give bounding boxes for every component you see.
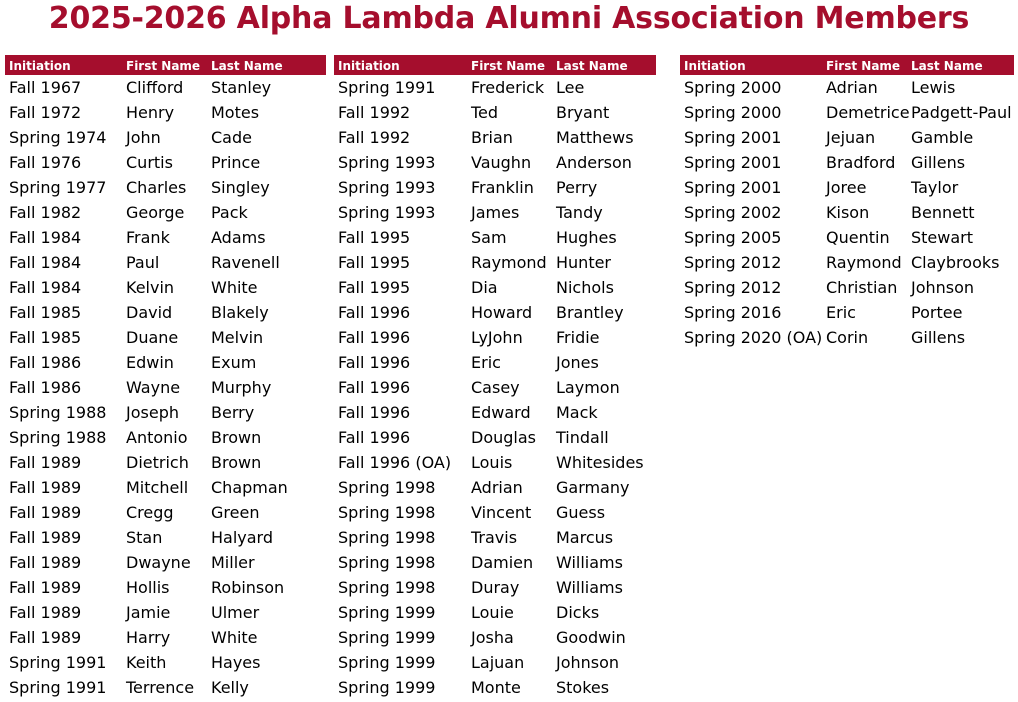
cell-first-name: Franklin — [471, 178, 534, 197]
cell-last-name: Exum — [211, 353, 257, 372]
cell-initiation: Fall 1995 — [338, 253, 411, 272]
cell-last-name: Hughes — [556, 228, 617, 247]
table-row — [334, 100, 656, 125]
table-row — [5, 575, 326, 600]
table-row — [5, 125, 326, 150]
table-row — [5, 375, 326, 400]
table-row — [5, 275, 326, 300]
cell-initiation: Spring 2000 — [684, 78, 782, 97]
cell-last-name: Fridie — [556, 328, 600, 347]
table-row — [334, 175, 656, 200]
table-header — [334, 55, 656, 75]
table-row — [5, 150, 326, 175]
cell-initiation: Spring 1991 — [338, 78, 436, 97]
cell-last-name: Ulmer — [211, 603, 260, 622]
cell-first-name: Frank — [126, 228, 170, 247]
table-row — [680, 300, 1014, 325]
cell-last-name: Green — [211, 503, 260, 522]
header-last-name: Last Name — [911, 59, 983, 73]
cell-initiation: Fall 1984 — [9, 253, 82, 272]
table-row — [680, 275, 1014, 300]
cell-initiation: Spring 1993 — [338, 153, 436, 172]
cell-last-name: White — [211, 628, 258, 647]
table-header — [5, 55, 326, 75]
cell-initiation: Spring 2000 — [684, 103, 782, 122]
cell-last-name: Singley — [211, 178, 270, 197]
cell-last-name: Chapman — [211, 478, 288, 497]
cell-initiation: Spring 1998 — [338, 553, 436, 572]
cell-initiation: Spring 2005 — [684, 228, 782, 247]
header-last-name: Last Name — [211, 59, 283, 73]
cell-first-name: Harry — [126, 628, 171, 647]
header-first-name: First Name — [826, 59, 901, 73]
cell-first-name: Sam — [471, 228, 507, 247]
cell-first-name: Stan — [126, 528, 163, 547]
cell-last-name: Marcus — [556, 528, 614, 547]
table-row — [680, 175, 1014, 200]
table-row — [334, 375, 656, 400]
cell-initiation: Fall 1989 — [9, 453, 82, 472]
table-row — [334, 300, 656, 325]
table-row — [5, 500, 326, 525]
cell-initiation: Fall 1984 — [9, 278, 82, 297]
cell-first-name: Lajuan — [471, 653, 525, 672]
cell-initiation: Fall 1986 — [9, 378, 82, 397]
table-row — [5, 325, 326, 350]
cell-first-name: Antonio — [126, 428, 188, 447]
cell-initiation: Fall 1996 (OA) — [338, 453, 452, 472]
header-last-name: Last Name — [556, 59, 628, 73]
table-row — [680, 250, 1014, 275]
cell-initiation: Spring 2012 — [684, 278, 782, 297]
cell-initiation: Spring 1991 — [9, 653, 107, 672]
header-initiation: Initiation — [9, 59, 71, 73]
cell-initiation: Fall 1984 — [9, 228, 82, 247]
cell-last-name: Robinson — [211, 578, 285, 597]
table-row — [334, 500, 656, 525]
cell-first-name: Brian — [471, 128, 513, 147]
cell-initiation: Fall 1996 — [338, 353, 411, 372]
cell-initiation: Fall 1989 — [9, 503, 82, 522]
cell-first-name: Kison — [826, 203, 870, 222]
table-row — [680, 325, 1014, 350]
cell-last-name: Stokes — [556, 678, 610, 697]
cell-initiation: Fall 1996 — [338, 403, 411, 422]
cell-first-name: Edward — [471, 403, 531, 422]
cell-first-name: Bradford — [826, 153, 896, 172]
cell-initiation: Fall 1996 — [338, 328, 411, 347]
cell-last-name: Bryant — [556, 103, 610, 122]
cell-initiation: Fall 1989 — [9, 528, 82, 547]
cell-last-name: Matthews — [556, 128, 634, 147]
cell-initiation: Spring 1998 — [338, 503, 436, 522]
cell-last-name: Ravenell — [211, 253, 280, 272]
table-row — [680, 150, 1014, 175]
cell-initiation: Spring 2001 — [684, 128, 782, 147]
cell-initiation: Spring 1998 — [338, 528, 436, 547]
cell-last-name: Brown — [211, 428, 262, 447]
cell-first-name: Keith — [126, 653, 167, 672]
table-row — [334, 225, 656, 250]
table-header — [680, 55, 1014, 75]
cell-last-name: Berry — [211, 403, 255, 422]
cell-last-name: Lewis — [911, 78, 956, 97]
table-row — [5, 675, 326, 700]
cell-first-name: Christian — [826, 278, 898, 297]
cell-initiation: Spring 2016 — [684, 303, 782, 322]
table-row — [5, 550, 326, 575]
cell-last-name: Claybrooks — [911, 253, 1000, 272]
cell-last-name: Hunter — [556, 253, 612, 272]
cell-initiation: Fall 1992 — [338, 103, 411, 122]
members-table-2 — [334, 55, 656, 700]
cell-first-name: Travis — [471, 528, 518, 547]
cell-last-name: Kelly — [211, 678, 249, 697]
cell-initiation: Fall 1982 — [9, 203, 82, 222]
cell-first-name: Mitchell — [126, 478, 189, 497]
table-row — [5, 75, 326, 100]
cell-last-name: Brown — [211, 453, 262, 472]
cell-last-name: Gillens — [911, 328, 966, 347]
table-row — [5, 350, 326, 375]
header-initiation: Initiation — [684, 59, 746, 73]
cell-first-name: Demetrice — [826, 103, 910, 122]
table-row — [5, 525, 326, 550]
members-table-3 — [680, 55, 1014, 350]
cell-last-name: Miller — [211, 553, 255, 572]
cell-first-name: Adrian — [471, 478, 523, 497]
table-row — [5, 250, 326, 275]
cell-last-name: Portee — [911, 303, 963, 322]
table-row — [680, 75, 1014, 100]
table-row — [334, 150, 656, 175]
cell-last-name: Johnson — [556, 653, 620, 672]
table-body — [680, 75, 1014, 350]
cell-last-name: Nichols — [556, 278, 614, 297]
cell-first-name: James — [471, 203, 520, 222]
table-row — [334, 125, 656, 150]
table-row — [5, 400, 326, 425]
table-row — [5, 225, 326, 250]
cell-last-name: Motes — [211, 103, 260, 122]
cell-initiation: Fall 1986 — [9, 353, 82, 372]
cell-last-name: Stanley — [211, 78, 272, 97]
table-row — [334, 525, 656, 550]
table-body — [5, 75, 326, 700]
cell-first-name: George — [126, 203, 185, 222]
cell-initiation: Fall 1989 — [9, 603, 82, 622]
cell-first-name: Henry — [126, 103, 175, 122]
cell-first-name: Cregg — [126, 503, 174, 522]
cell-last-name: Pack — [211, 203, 248, 222]
cell-last-name: Mack — [556, 403, 598, 422]
cell-first-name: Eric — [826, 303, 856, 322]
cell-initiation: Spring 1991 — [9, 678, 107, 697]
cell-initiation: Spring 2002 — [684, 203, 782, 222]
table-row — [334, 450, 656, 475]
cell-last-name: Guess — [556, 503, 606, 522]
table-row — [680, 225, 1014, 250]
cell-first-name: Dwayne — [126, 553, 191, 572]
cell-first-name: Louie — [471, 603, 514, 622]
cell-last-name: Cade — [211, 128, 252, 147]
table-row — [5, 175, 326, 200]
table-row — [5, 600, 326, 625]
cell-last-name: Gamble — [911, 128, 974, 147]
cell-initiation: Spring 1993 — [338, 203, 436, 222]
cell-first-name: Quentin — [826, 228, 890, 247]
table-row — [334, 75, 656, 100]
cell-first-name: Casey — [471, 378, 520, 397]
cell-first-name: Paul — [126, 253, 160, 272]
cell-last-name: Laymon — [556, 378, 620, 397]
cell-last-name: Bennett — [911, 203, 975, 222]
cell-initiation: Spring 1999 — [338, 678, 436, 697]
cell-last-name: Brantley — [556, 303, 624, 322]
cell-first-name: Vincent — [471, 503, 532, 522]
cell-initiation: Fall 1995 — [338, 228, 411, 247]
cell-last-name: Hayes — [211, 653, 261, 672]
table-row — [334, 550, 656, 575]
cell-last-name: Goodwin — [556, 628, 626, 647]
cell-initiation: Spring 1998 — [338, 478, 436, 497]
cell-initiation: Fall 1967 — [9, 78, 82, 97]
cell-last-name: Gillens — [911, 153, 966, 172]
table-row — [334, 425, 656, 450]
cell-initiation: Spring 2001 — [684, 153, 782, 172]
cell-last-name: Tindall — [556, 428, 609, 447]
cell-first-name: Ted — [471, 103, 499, 122]
cell-first-name: Edwin — [126, 353, 174, 372]
cell-last-name: Taylor — [911, 178, 959, 197]
header-initiation: Initiation — [338, 59, 400, 73]
cell-first-name: Clifford — [126, 78, 184, 97]
cell-last-name: Anderson — [556, 153, 632, 172]
cell-initiation: Spring 1999 — [338, 603, 436, 622]
cell-initiation: Fall 1985 — [9, 328, 82, 347]
cell-initiation: Fall 1989 — [9, 553, 82, 572]
cell-initiation: Fall 1996 — [338, 378, 411, 397]
cell-first-name: Douglas — [471, 428, 536, 447]
cell-first-name: Duane — [126, 328, 179, 347]
cell-last-name: Stewart — [911, 228, 974, 247]
cell-last-name: Williams — [556, 553, 623, 572]
cell-last-name: Prince — [211, 153, 261, 172]
cell-initiation: Spring 1999 — [338, 653, 436, 672]
table-row — [334, 200, 656, 225]
cell-last-name: Adams — [211, 228, 266, 247]
cell-first-name: John — [126, 128, 161, 147]
cell-first-name: Raymond — [826, 253, 902, 272]
table-row — [334, 600, 656, 625]
cell-first-name: LyJohn — [471, 328, 523, 347]
cell-last-name: Melvin — [211, 328, 264, 347]
cell-initiation: Spring 1988 — [9, 403, 107, 422]
cell-last-name: Perry — [556, 178, 598, 197]
table-row — [334, 650, 656, 675]
cell-first-name: Kelvin — [126, 278, 175, 297]
cell-initiation: Fall 1996 — [338, 428, 411, 447]
cell-last-name: Blakely — [211, 303, 269, 322]
cell-first-name: Jamie — [126, 603, 171, 622]
cell-first-name: Frederick — [471, 78, 545, 97]
members-table-1 — [5, 55, 326, 700]
cell-first-name: Monte — [471, 678, 521, 697]
table-row — [334, 625, 656, 650]
cell-initiation: Fall 1985 — [9, 303, 82, 322]
cell-initiation: Fall 1972 — [9, 103, 82, 122]
table-row — [5, 475, 326, 500]
table-row — [5, 300, 326, 325]
table-row — [5, 425, 326, 450]
cell-initiation: Spring 1999 — [338, 628, 436, 647]
cell-first-name: David — [126, 303, 173, 322]
cell-last-name: Johnson — [911, 278, 975, 297]
cell-initiation: Spring 1988 — [9, 428, 107, 447]
table-row — [5, 650, 326, 675]
cell-initiation: Spring 1977 — [9, 178, 107, 197]
cell-initiation: Spring 1998 — [338, 578, 436, 597]
table-row — [334, 475, 656, 500]
cell-initiation: Fall 1995 — [338, 278, 411, 297]
cell-first-name: Terrence — [126, 678, 195, 697]
cell-last-name: Jones — [556, 353, 599, 372]
cell-first-name: Corin — [826, 328, 869, 347]
cell-last-name: Tandy — [556, 203, 603, 222]
cell-last-name: White — [211, 278, 258, 297]
cell-first-name: Charles — [126, 178, 187, 197]
table-row — [334, 575, 656, 600]
cell-last-name: Padgett-Paul — [911, 103, 1012, 122]
cell-first-name: Curtis — [126, 153, 173, 172]
cell-last-name: Dicks — [556, 603, 600, 622]
cell-last-name: Williams — [556, 578, 623, 597]
cell-last-name: Lee — [556, 78, 585, 97]
cell-first-name: Dia — [471, 278, 498, 297]
table-row — [5, 200, 326, 225]
cell-first-name: Eric — [471, 353, 501, 372]
table-row — [680, 100, 1014, 125]
cell-initiation: Spring 1993 — [338, 178, 436, 197]
cell-first-name: Duray — [471, 578, 520, 597]
cell-first-name: Adrian — [826, 78, 878, 97]
table-body — [334, 75, 656, 700]
table-row — [680, 200, 1014, 225]
table-row — [680, 125, 1014, 150]
cell-initiation: Fall 1989 — [9, 478, 82, 497]
header-first-name: First Name — [126, 59, 201, 73]
table-row — [5, 100, 326, 125]
table-row — [334, 350, 656, 375]
table-row — [334, 675, 656, 700]
table-row — [334, 275, 656, 300]
cell-first-name: Dietrich — [126, 453, 189, 472]
cell-initiation: Fall 1992 — [338, 128, 411, 147]
cell-first-name: Vaughn — [471, 153, 532, 172]
cell-initiation: Spring 2020 (OA) — [684, 328, 823, 347]
cell-first-name: Damien — [471, 553, 534, 572]
cell-first-name: Jejuan — [826, 128, 876, 147]
cell-first-name: Joree — [826, 178, 867, 197]
cell-first-name: Hollis — [126, 578, 170, 597]
table-row — [334, 325, 656, 350]
cell-initiation: Fall 1996 — [338, 303, 411, 322]
cell-first-name: Raymond — [471, 253, 547, 272]
cell-last-name: Murphy — [211, 378, 272, 397]
header-first-name: First Name — [471, 59, 546, 73]
cell-initiation: Spring 2001 — [684, 178, 782, 197]
cell-last-name: Halyard — [211, 528, 274, 547]
table-row — [5, 625, 326, 650]
table-row — [334, 250, 656, 275]
cell-first-name: Joseph — [126, 403, 179, 422]
cell-first-name: Howard — [471, 303, 533, 322]
cell-first-name: Wayne — [126, 378, 181, 397]
cell-initiation: Spring 2012 — [684, 253, 782, 272]
cell-first-name: Louis — [471, 453, 513, 472]
cell-initiation: Fall 1989 — [9, 578, 82, 597]
cell-initiation: Fall 1989 — [9, 628, 82, 647]
table-row — [5, 450, 326, 475]
page-title: 2025-2026 Alpha Lambda Alumni Association Members — [48, 1, 970, 36]
cell-last-name: Garmany — [556, 478, 630, 497]
table-row — [334, 400, 656, 425]
cell-last-name: Whitesides — [556, 453, 644, 472]
cell-first-name: Josha — [471, 628, 514, 647]
cell-initiation: Fall 1976 — [9, 153, 82, 172]
cell-initiation: Spring 1974 — [9, 128, 107, 147]
